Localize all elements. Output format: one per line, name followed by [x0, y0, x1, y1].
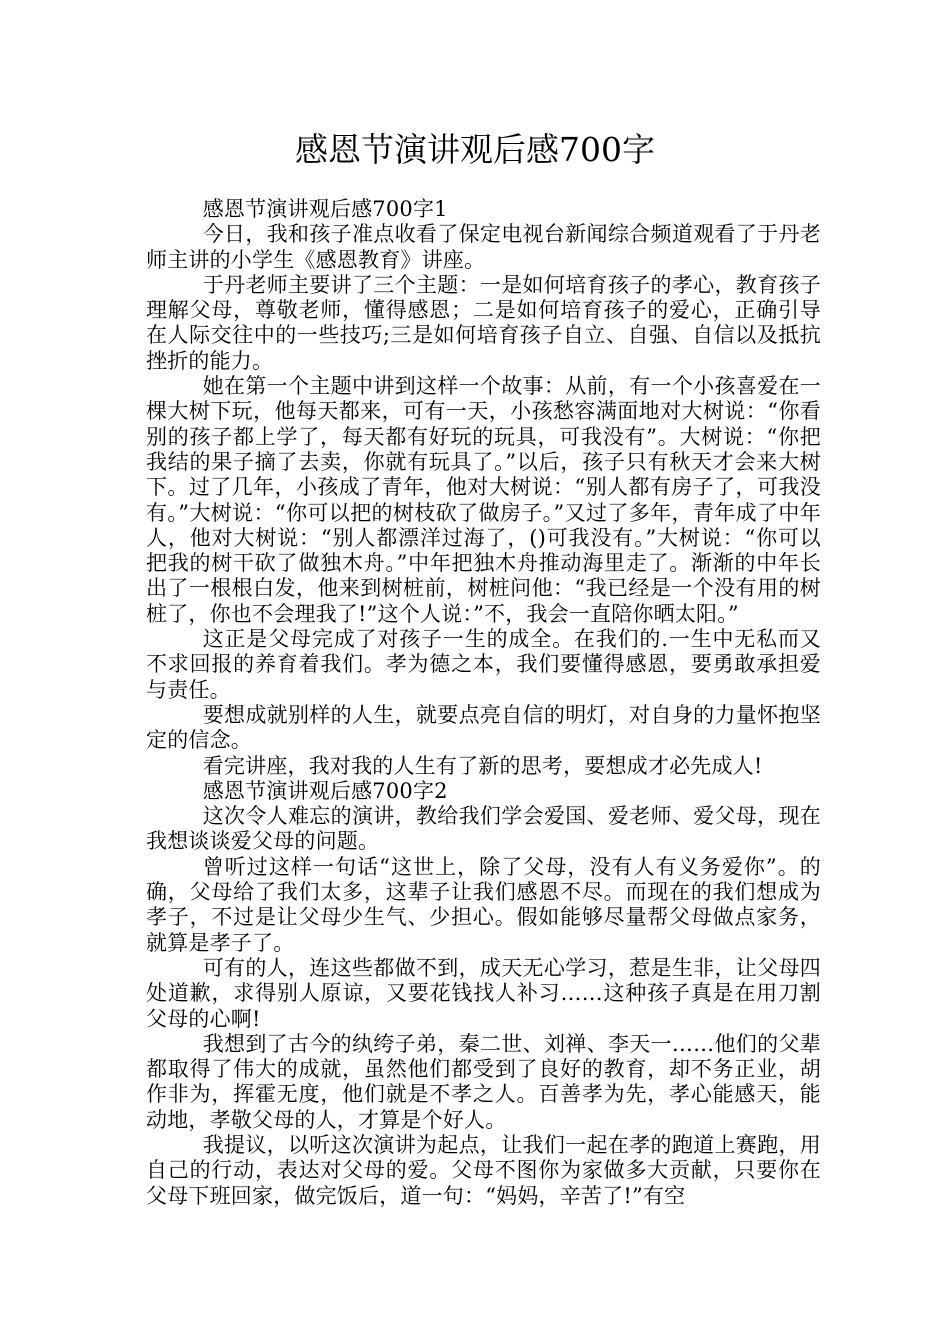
- paragraph-subheading: 感恩节演讲观后感700字1: [202, 197, 448, 221]
- paragraph: 曾听过这样一句话“这世上，除了父母，没有人有义务爱你”。的确，父母给了我们太多，这辈子让我们感恩不尽。而现在的我们想成为孝子，不过是让父母少生气、少担心。假如能够尽量帮父母做点家务，就算是孝子了。: [146, 854, 821, 955]
- paragraph: 她在第一个主题中讲到这样一个故事：从前，有一个小孩喜爱在一棵大树下玩，他每天都来，可有一天，小孩愁容满面地对大树说：“你看别的孩子都上学了，每天都有好玩的玩具，可我没有”。大树说：“你把我结的果子摘了去卖，你就有玩具了。”以后，孩子只有秋天才会来大树下。过了几年，小孩成了青年，他对大树说：“别人都有房子了，可我没有。”大树说：“你可以把的树枝砍了做房子。”又过了多年，青年成了中年人，他对大树说：“别人都漂洋过海了，()可我没有。”大树说：“你可以把我的树干砍了做独木舟。”中年把独木舟推动海里走了。渐渐的中年长出了一根根白发，他来到树桩前，树桩问他：“我已经是一个没有用的树桩了，你也不会理我了!”这个人说：”不，我会一直陪你晒太阳。”: [146, 374, 821, 626]
- paragraph: 我提议，以听这次演讲为起点，让我们一起在孝的跑道上赛跑，用自己的行动，表达对父母的爱。父母不图你为家做多大贡献，只要你在父母下班回家，做完饭后，道一句：“妈妈，辛苦了!”有空: [146, 1132, 821, 1208]
- document-body: [146, 197, 821, 1209]
- document-title: 感恩节演讲观后感700字: [295, 130, 655, 169]
- paragraph: 今日，我和孩子准点收看了保定电视台新闻综合频道观看了于丹老师主讲的小学生《感恩教育》讲座。: [146, 222, 821, 272]
- paragraph: 我想到了古今的纨绔子弟，秦二世、刘禅、李天一……他们的父辈都取得了伟大的成就，虽然他们都受到了良好的教育，却不务正业，胡作非为，挥霍无度，他们就是不孝之人。百善孝为先，孝心能感天，能动地，孝敬父母的人，才算是个好人。: [146, 1031, 821, 1132]
- paragraph: 可有的人，连这些都做不到，成天无心学习，惹是生非，让父母四处道歉，求得别人原谅，又要花钱找人补习……这种孩子真是在用刀割父母的心啊!: [146, 955, 821, 1031]
- paragraph: 这正是父母完成了对孩子一生的成全。在我们的.一生中无私而又不求回报的养育着我们。孝为德之本，我们要懂得感恩，要勇敢承担爱与责任。: [146, 627, 821, 702]
- paragraph: 于丹老师主要讲了三个主题：一是如何培育孩子的孝心，教育孩子理解父母，尊敬老师，懂得感恩；二是如何培育孩子的爱心，正确引导在人际交往中的一些技巧;三是如何培育孩子自立、自强、自信以及抵抗挫折的能力。: [146, 272, 821, 373]
- paragraph: 看完讲座，我对我的人生有了新的思考，要想成才必先成人!: [202, 753, 763, 778]
- paragraph: 这次令人难忘的演讲，教给我们学会爱国、爱老师、爱父母，现在我想谈谈爱父母的问题。: [146, 804, 821, 854]
- paragraph: 要想成就别样的人生，就要点亮自信的明灯，对自身的力量怀抱坚定的信念。: [146, 702, 821, 753]
- paragraph-subheading: 感恩节演讲观后感700字2: [202, 778, 448, 803]
